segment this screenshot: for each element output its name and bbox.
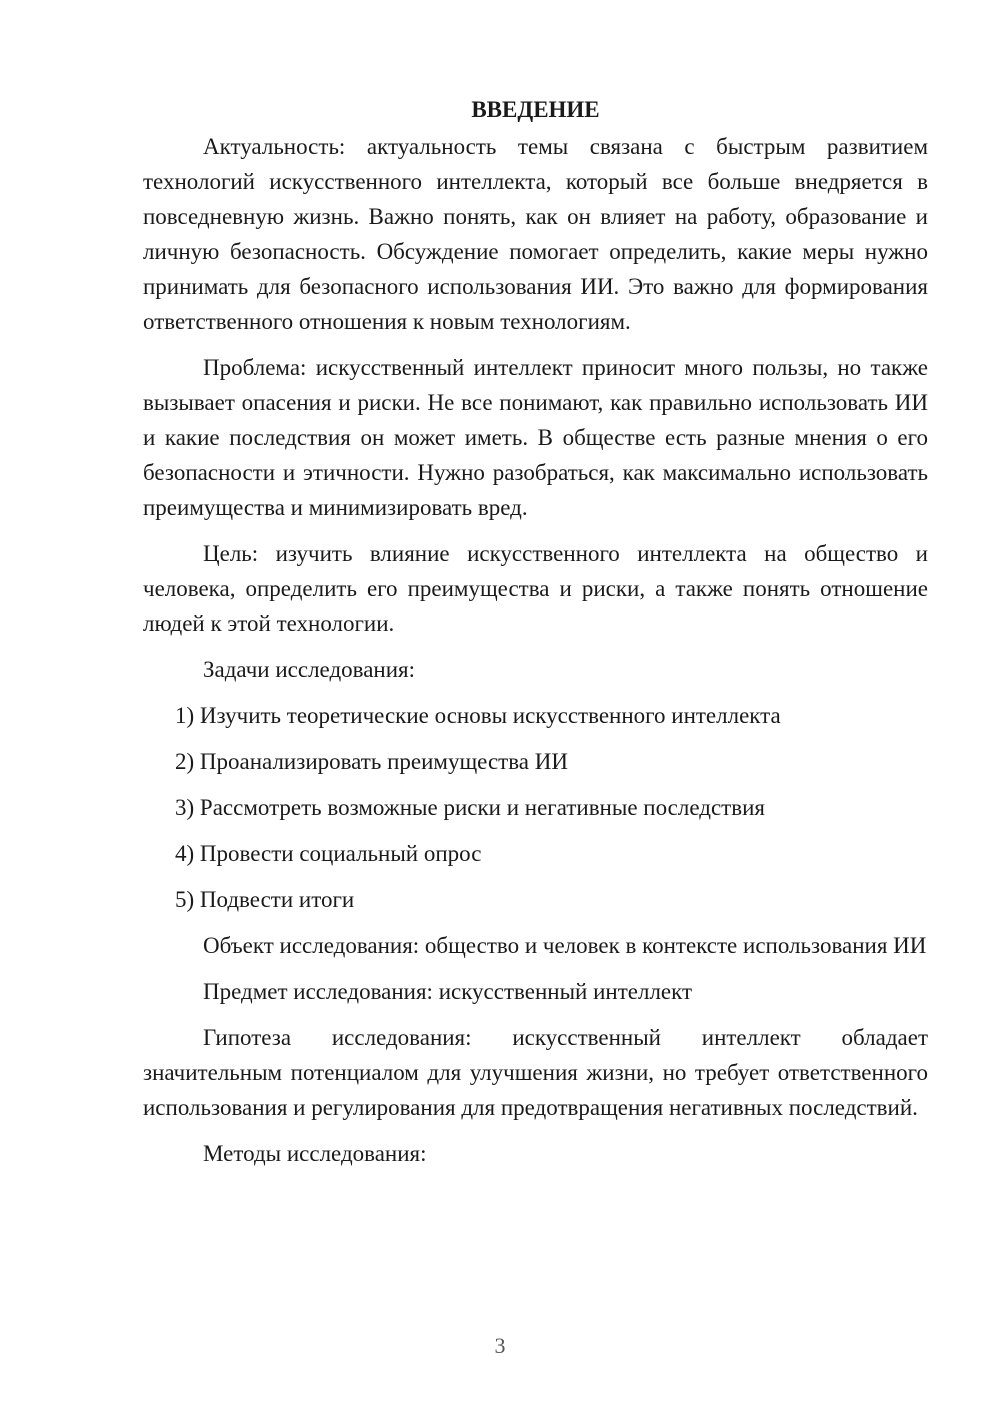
relevance-paragraph: Актуальность: актуальность темы связана с быстрым развитием технологий искусственного интеллекта, который все больше внедряется в повседневную жизнь. Важно понять, как он влияет на работу, образование и личную безопасность. Обсуждение помогает определить, какие меры нужно принимать для безопасного использования ИИ. Это важно для формирования ответственного отношения к новым технологиям. [143,134,928,334]
goal-paragraph: Цель: изучить влияние искусственного интеллекта на общество и человека, определить его преимущества и риски, а также понять отношение людей к этой технологии. [143,541,928,636]
page-number: 3 [494,1333,506,1358]
list-item: 4) Провести социальный опрос [175,841,482,866]
document-page [143,92,928,1182]
subject-paragraph: Предмет исследования: искусственный интеллект [203,979,693,1004]
methods-heading: Методы исследования: [203,1141,427,1166]
section-title: ВВЕДЕНИЕ [471,97,600,122]
problem-paragraph: Проблема: искусственный интеллект приносит много пользы, но также вызывает опасения и риски. Не все понимают, как правильно использовать ИИ и какие последствия он может иметь. В обществе есть разные мнения о его безопасности и этичности. Нужно разобраться, как максимально использовать преимущества и минимизировать вред. [143,355,928,520]
list-item: 5) Подвести итоги [175,887,355,912]
tasks-list [143,698,928,917]
object-paragraph: Объект исследования: общество и человек в контексте использования ИИ [203,933,927,958]
list-item: 1) Изучить теоретические основы искусственного интеллекта [175,703,781,728]
list-item: 3) Рассмотреть возможные риски и негативные последствия [175,795,765,820]
hypothesis-paragraph: Гипотеза исследования: искусственный интеллект обладает значительным потенциалом для улучшения жизни, но требует ответственного использования и регулирования для предотвращения негативных последствий. [143,1025,928,1120]
list-item: 2) Проанализировать преимущества ИИ [175,749,568,774]
tasks-heading: Задачи исследования: [203,657,416,682]
